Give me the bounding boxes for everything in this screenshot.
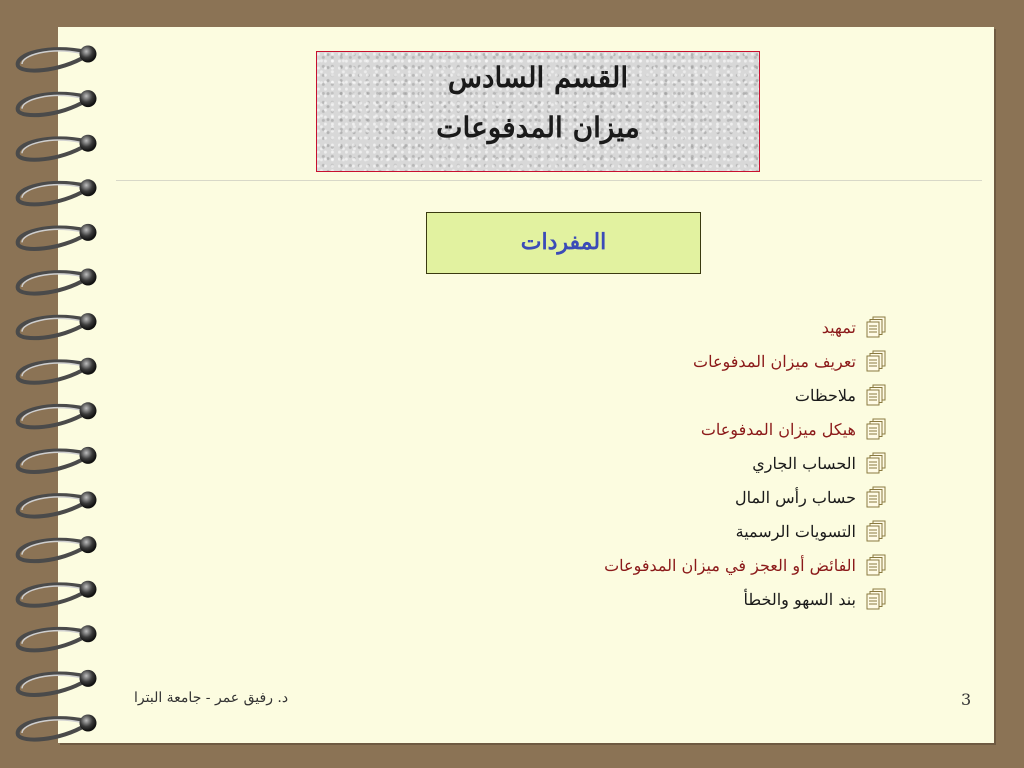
list-item-text: تمهيد — [821, 317, 856, 337]
binding-hole — [80, 224, 97, 241]
footer-author: د. رفيق عمر - جامعة البترا — [134, 690, 289, 706]
title-line-1: القسم السادس — [447, 61, 629, 94]
topic-list — [388, 310, 888, 616]
spiral-binding — [0, 0, 120, 768]
binding-hole — [80, 402, 97, 419]
list-item-text: بند السهو والخطأ — [743, 589, 856, 609]
list-item-text: ملاحظات — [794, 385, 856, 405]
section-label-box — [426, 212, 701, 274]
list-item-text: حساب رأس المال — [734, 487, 856, 507]
document-stack-icon — [864, 418, 888, 440]
document-stack-icon — [864, 350, 888, 372]
binding-hole — [80, 492, 97, 509]
document-stack-icon — [864, 384, 888, 406]
list-item — [388, 480, 888, 514]
list-item-text: الفائض أو العجز في ميزان المدفوعات — [604, 555, 856, 575]
list-item-text: التسويات الرسمية — [735, 521, 856, 541]
list-item-text: الحساب الجاري — [752, 453, 856, 473]
list-item — [388, 446, 888, 480]
list-item-text: تعريف ميزان المدفوعات — [693, 351, 856, 371]
list-item-text: هيكل ميزان المدفوعات — [700, 419, 856, 439]
binding-hole — [80, 358, 97, 375]
divider-line — [116, 180, 982, 181]
binding-hole — [80, 46, 97, 63]
binding-hole — [80, 313, 97, 330]
list-item — [388, 378, 888, 412]
title-box — [316, 51, 760, 172]
binding-hole — [80, 269, 97, 286]
document-stack-icon — [864, 316, 888, 338]
binding-hole — [80, 135, 97, 152]
binding-hole — [80, 179, 97, 196]
section-label: المفردات — [520, 229, 607, 255]
binding-hole — [80, 90, 97, 107]
document-stack-icon — [864, 588, 888, 610]
list-item — [388, 514, 888, 548]
list-item — [388, 412, 888, 446]
document-stack-icon — [864, 554, 888, 576]
binding-hole — [80, 536, 97, 553]
document-stack-icon — [864, 520, 888, 542]
list-item — [388, 548, 888, 582]
binding-hole — [80, 715, 97, 732]
binding-hole — [80, 625, 97, 642]
binding-hole — [80, 670, 97, 687]
page-number: 3 — [961, 690, 972, 709]
document-stack-icon — [864, 486, 888, 508]
list-item — [388, 582, 888, 616]
list-item — [388, 310, 888, 344]
title-line-2: ميزان المدفوعات — [436, 111, 640, 144]
list-item — [388, 344, 888, 378]
binding-hole — [80, 447, 97, 464]
binding-hole — [80, 581, 97, 598]
document-stack-icon — [864, 452, 888, 474]
